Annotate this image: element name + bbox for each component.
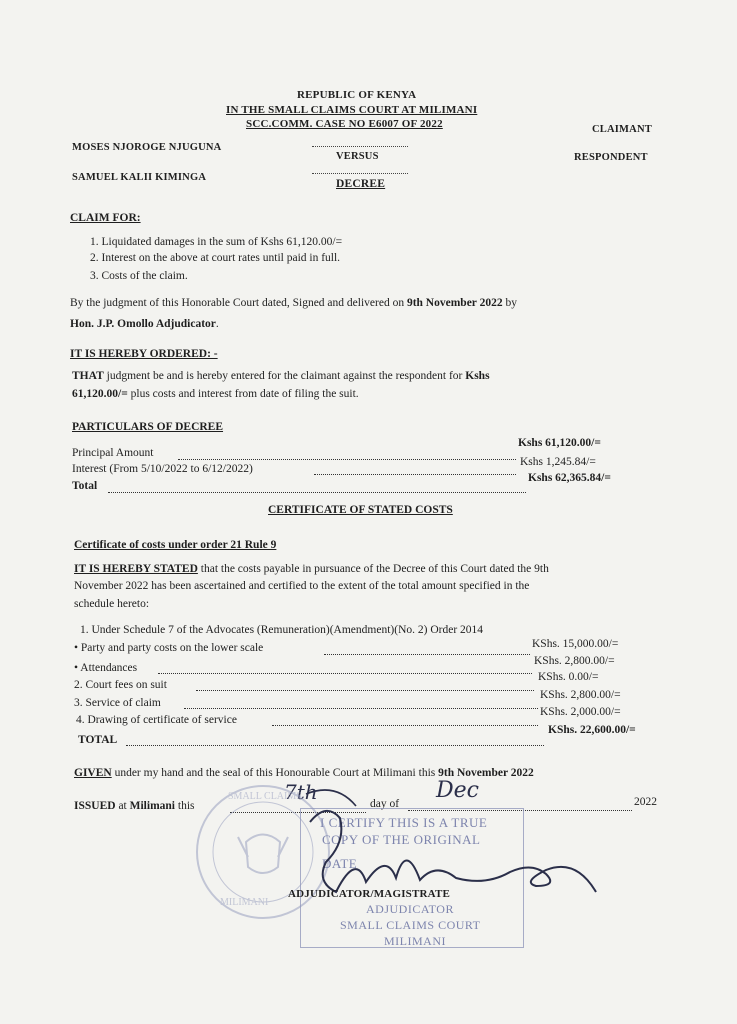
given-date: 9th November 2022 — [438, 767, 534, 779]
leader-dots — [178, 459, 516, 460]
issued-at: at — [115, 800, 130, 812]
judgment-text-end: by — [502, 297, 517, 309]
particulars-value: Kshs 62,365.84/= — [528, 472, 611, 484]
leader-dots — [272, 725, 538, 726]
cost-value: KShs. 2,000.00/= — [540, 706, 621, 718]
stated-lead: IT IS HEREBY STATED — [74, 563, 198, 575]
schedule-title: 1. Under Schedule 7 of the Advocates (Remuneration)(Amendment)(No. 2) Order 2014 — [80, 624, 484, 636]
stated-line-1 — [74, 563, 549, 575]
judge-period: . — [215, 318, 219, 330]
cost-value: KShs. 2,800.00/= — [534, 655, 615, 667]
cost-label: • Attendances — [74, 662, 138, 674]
claim-item: 2. Interest on the above at court rates until paid in full. — [90, 252, 341, 264]
certificate-subheading: Certificate of costs under order 21 Rule 9 — [74, 539, 277, 551]
claim-item: 1. Liquidated damages in the sum of Kshs 61,120.00/= — [90, 236, 343, 248]
cost-label: 2. Court fees on suit — [74, 679, 167, 691]
cost-total-label: TOTAL — [78, 734, 118, 746]
cost-value: KShs. 15,000.00/= — [532, 638, 619, 650]
issued-this: this — [175, 800, 195, 812]
claim-item: 3. Costs of the claim. — [90, 270, 188, 282]
judgment-paragraph — [70, 297, 517, 309]
court-heading: IN THE SMALL CLAIMS COURT AT MILIMANI — [226, 104, 478, 116]
judge-name: Hon. J.P. Omollo Adjudicator — [70, 318, 216, 330]
leader-dots — [314, 474, 516, 475]
leader-dots — [184, 708, 538, 709]
stamp-line: SMALL CLAIMS COURT — [340, 918, 481, 932]
claimant-name: MOSES NJOROGE NJUGUNA — [72, 142, 222, 153]
particulars-value: Kshs 1,245.84/= — [520, 456, 596, 468]
that-keyword: THAT — [72, 370, 104, 382]
stamp-line: ADJUDICATOR — [366, 902, 454, 916]
certificate-title: CERTIFICATE OF STATED COSTS — [268, 504, 453, 516]
case-number: SCC.COMM. CASE NO E6007 OF 2022 — [246, 118, 443, 130]
leader-dots — [324, 654, 530, 655]
versus-rule-top — [312, 146, 408, 147]
respondent-role: RESPONDENT — [574, 152, 648, 163]
ordered-text-end: plus costs and interest from date of filing the suit. — [127, 388, 359, 400]
ordered-currency: Kshs — [465, 370, 490, 382]
leader-dots — [196, 690, 534, 691]
ordered-text: judgment be and is hereby entered for the claimant against the respondent for — [103, 370, 466, 382]
cost-label: 4. Drawing of certificate of service — [76, 714, 237, 726]
cost-total-value: KShs. 22,600.00/= — [548, 724, 636, 736]
seal-text-top: SMALL CLAIMS — [228, 791, 302, 802]
cost-label: 3. Service of claim — [74, 697, 161, 709]
issued-lead-group — [74, 800, 195, 812]
issued-lead: ISSUED — [74, 800, 116, 812]
leader-dots — [158, 673, 532, 674]
given-text: under my hand and the seal of this Honourable Court at Milimani this — [111, 767, 439, 779]
versus-label: VERSUS — [336, 151, 379, 162]
cost-value: KShs. 0.00/= — [538, 671, 599, 683]
versus-rule-bottom — [312, 173, 408, 174]
stated-text: that the costs payable in pursuance of the Decree of this Court dated the 9th — [197, 563, 549, 575]
leader-dots — [126, 745, 544, 746]
claimant-role: CLAIMANT — [592, 124, 652, 135]
particulars-label: Total — [72, 480, 98, 492]
ordered-line-2 — [72, 388, 359, 400]
ordered-heading: IT IS HEREBY ORDERED: - — [70, 348, 218, 360]
stated-line-3: schedule hereto: — [74, 598, 150, 610]
judgment-text: By the judgment of this Honorable Court dated, Signed and delivered on — [70, 297, 407, 309]
republic-heading: REPUBLIC OF KENYA — [297, 89, 417, 101]
given-lead: GIVEN — [74, 767, 112, 779]
handwritten-day: 7th — [284, 780, 318, 804]
particulars-heading: PARTICULARS OF DECREE — [72, 421, 224, 433]
seal-text-bottom: MILIMANI — [220, 897, 269, 908]
stamp-line: DATE — [322, 856, 358, 871]
leader-dots — [108, 492, 526, 493]
particulars-label: Interest (From 5/10/2022 to 6/12/2022) — [72, 463, 253, 475]
stated-line-2: November 2022 has been ascertained and certified to the extent of the total amount specified in the — [74, 580, 530, 592]
issued-place: Milimani — [129, 800, 175, 812]
claim-heading: CLAIM FOR: — [70, 212, 141, 224]
judgment-date: 9th November 2022 — [406, 297, 503, 309]
stamp-line: I CERTIFY THIS IS A TRUE — [320, 815, 488, 830]
stamp-line: MILIMANI — [384, 934, 446, 948]
particulars-label: Principal Amount — [72, 447, 154, 459]
stamp-line: COPY OF THE ORIGINAL — [322, 832, 481, 847]
handwritten-month: Dec — [436, 778, 479, 803]
ordered-amount: 61,120.00/= — [72, 388, 128, 400]
issued-year: 2022 — [634, 796, 657, 808]
day-of-label: day of — [370, 798, 400, 810]
decree-title: DECREE — [336, 178, 386, 190]
respondent-name: SAMUEL KALII KIMINGA — [72, 172, 207, 183]
cost-value: KShs. 2,800.00/= — [540, 689, 621, 701]
particulars-value: Kshs 61,120.00/= — [518, 437, 601, 449]
judgment-judge-line — [70, 318, 219, 330]
ordered-line-1 — [72, 370, 490, 382]
cost-label: • Party and party costs on the lower scale — [74, 642, 264, 654]
signatory-role: ADJUDICATOR/MAGISTRATE — [288, 888, 451, 900]
